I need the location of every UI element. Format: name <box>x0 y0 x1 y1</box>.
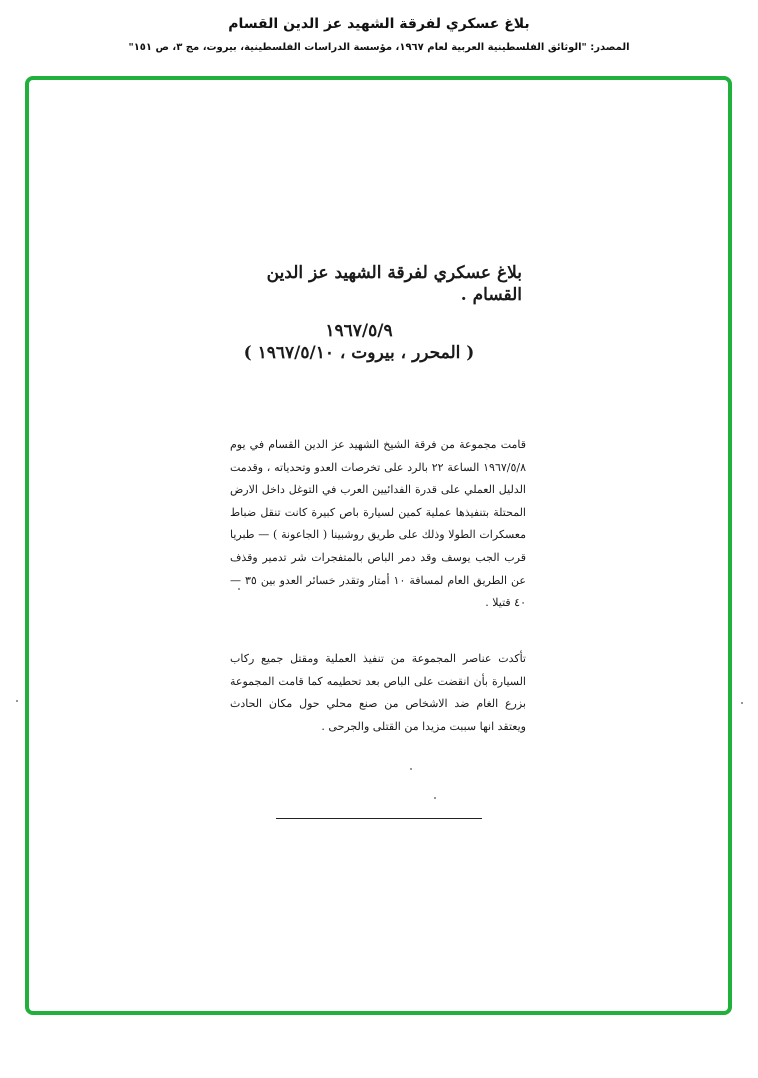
document-end-rule <box>276 818 482 819</box>
document-source-line: ( المحرر ، بيروت ، ١٩٦٧/٥/١٠ ) <box>243 343 475 363</box>
scan-speck <box>410 768 412 770</box>
scan-speck <box>16 700 18 702</box>
document-date: ١٩٦٧/٥/٩ <box>325 321 393 341</box>
scan-speck <box>741 702 743 704</box>
source-citation: المصدر: "الوثائق الفلسطينية العربية لعام ١٩٦٧، مؤسسة الدراسات الفلسطينية، بيروت، مج ٣، ص ١٥١" <box>128 42 630 53</box>
document-title: بلاغ عسكري لفرقة الشهيد عز الدين القسام . <box>266 263 522 305</box>
page-title: بلاغ عسكري لفرقة الشهيد عز الدين القسام <box>228 16 530 32</box>
scan-speck <box>238 588 240 590</box>
scan-speck <box>434 797 436 799</box>
page-header <box>0 14 758 56</box>
document-dateline <box>230 320 488 364</box>
document-paragraph-2: تأكدت عناصر المجموعة من تنفيذ العملية ومقتل جميع ركاب السيارة بأن انقضت على الباص بعد تحطيمه كما قامت المجموعة بزرع الغام ضد الاشخاص من صنع محلي حول مكان الحادث ويعتقد انها سببت مزيدا من القتلى والجرحى . <box>230 652 526 733</box>
document-paragraph-1: قامت مجموعة من فرقة الشيخ الشهيد عز الدين القسام في يوم ١٩٦٧/٥/٨ الساعة ٢٢ بالرد على تخرصات العدو وتحدياته ، وقدمت الدليل العملي على قدرة الفدائيين العرب في التوغل داخل الارض المحتلة بتنفيذها عملية كمين لسيارة باص كبيرة كانت تنقل ضباط معسكرات الطولا وذلك على طريق روشبينا ( الجاعونة ) — طبريا قرب الجب يوسف وقد دمر الباص بالمتفجرات شر تدمير وقذف عن الطريق العام لمسافة ١٠ أمتار وتقدر خسائر العدو بين ٣٥ — ٤٠ قتيلا . <box>230 438 526 610</box>
